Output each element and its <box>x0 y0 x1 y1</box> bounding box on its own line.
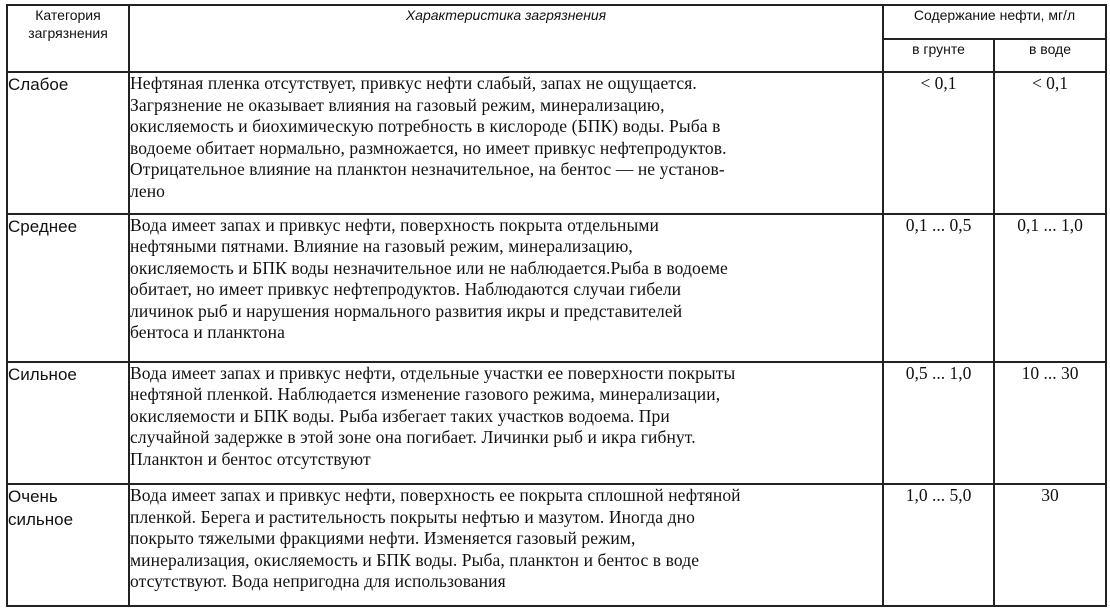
description-line: окисляемость и биохимическую потребность в кислороде (БПК) воды. Рыба в <box>130 116 721 136</box>
table-row <box>7 214 1106 362</box>
header-oil-content: Содержание нефти, мг/л <box>883 5 1106 39</box>
description-line: Вода имеет запах и привкус нефти, поверхность покрыта отдельными <box>130 214 660 235</box>
category-label: сильное <box>8 510 74 530</box>
description-line: Нефтяная пленка отсутствует, привкус нефти слабый, запах не ощущается. <box>130 73 697 93</box>
description-line: Вода имеет запах и привкус нефти, поверхность ее покрыта сплошной нефтяной <box>130 485 741 506</box>
description-line: лено <box>130 180 166 201</box>
description-line: случайной задержке в этой зоне она погибает. Личинки рыб и икра гибнут. <box>130 427 696 448</box>
description-line: пленкой. Берега и растительность покрыты нефтью и мазутом. Иногда дно <box>130 506 695 527</box>
description-line: Загрязнение не оказывает влияния на газовый режим, минерализацию, <box>130 94 665 115</box>
header-category-line: загрязнения <box>28 25 108 41</box>
soil-value-cell: 0,5 ... 1,0 <box>883 362 994 485</box>
description-line: обитает, но имеет привкус нефтепродуктов. Наблюдаются случаи гибели <box>130 279 682 300</box>
header-characteristic <box>129 5 883 72</box>
soil-value-cell: 0,1 ... 0,5 <box>883 214 994 362</box>
description-line: Отрицательное влияние на планктон незначительное, на бентос — не установ- <box>130 159 725 179</box>
header-in-water: в воде <box>994 39 1106 72</box>
soil-value-cell: 1,0 ... 5,0 <box>883 484 994 606</box>
water-value-cell: 30 <box>994 484 1106 606</box>
description-line: Вода имеет запах и привкус нефти, отдельные участки ее поверхности покрыты <box>130 362 736 383</box>
table-row <box>7 72 1106 214</box>
category-cell <box>7 72 129 214</box>
category-cell <box>7 214 129 362</box>
description-line: Планктон и бентос отсутствуют <box>130 448 371 469</box>
description-line: личинок рыб и нарушения нормального развития икры и представителей <box>130 300 683 321</box>
description-line: водоеме обитает нормально, размножается, но имеет привкус нефтепродуктов. <box>130 137 727 158</box>
soil-value-cell: < 0,1 <box>883 72 994 214</box>
description-cell <box>129 214 883 362</box>
water-value-cell: 0,1 ... 1,0 <box>994 214 1106 362</box>
description-line: бентоса и планктона <box>130 322 285 343</box>
description-cell <box>129 72 883 214</box>
description-line: окисляемости и БПК воды. Рыба избегает таких участков водоема. При <box>130 405 670 426</box>
table-row <box>7 362 1106 485</box>
description-line: нефтяной пленкой. Наблюдается изменение газового режима, минерализации, <box>130 384 721 405</box>
category-label: Сильное <box>8 364 77 384</box>
category-label: Среднее <box>8 216 78 236</box>
header-category <box>7 5 129 72</box>
table-row <box>7 484 1106 606</box>
description-line: окисляемость и БПК воды незначительное или не наблюдается.Рыба в водоеме <box>130 257 728 278</box>
description-cell <box>129 484 883 606</box>
header-category-line: Категория <box>35 7 101 23</box>
water-value-cell: 10 ... 30 <box>994 362 1106 485</box>
header-characteristic-text: Характеристика загрязнения <box>405 7 607 23</box>
description-line: минерализация, окисляемость и БПК воды. Рыба, планктон и бентос в воде <box>130 549 700 570</box>
description-line: отсутствуют. Вода непригодна для использования <box>130 571 506 592</box>
description-cell <box>129 362 883 485</box>
category-cell <box>7 484 129 606</box>
description-line: покрыто тяжелыми фракциями нефти. Изменяется газовый режим, <box>130 528 636 549</box>
category-label: Очень <box>8 487 58 507</box>
category-cell <box>7 362 129 485</box>
description-line: нефтяными пятнами. Влияние на газовый режим, минерализацию, <box>130 236 633 257</box>
oil-pollution-table <box>6 4 1107 607</box>
header-in-soil: в грунте <box>883 39 994 72</box>
water-value-cell: < 0,1 <box>994 72 1106 214</box>
category-label: Слабое <box>8 75 69 94</box>
